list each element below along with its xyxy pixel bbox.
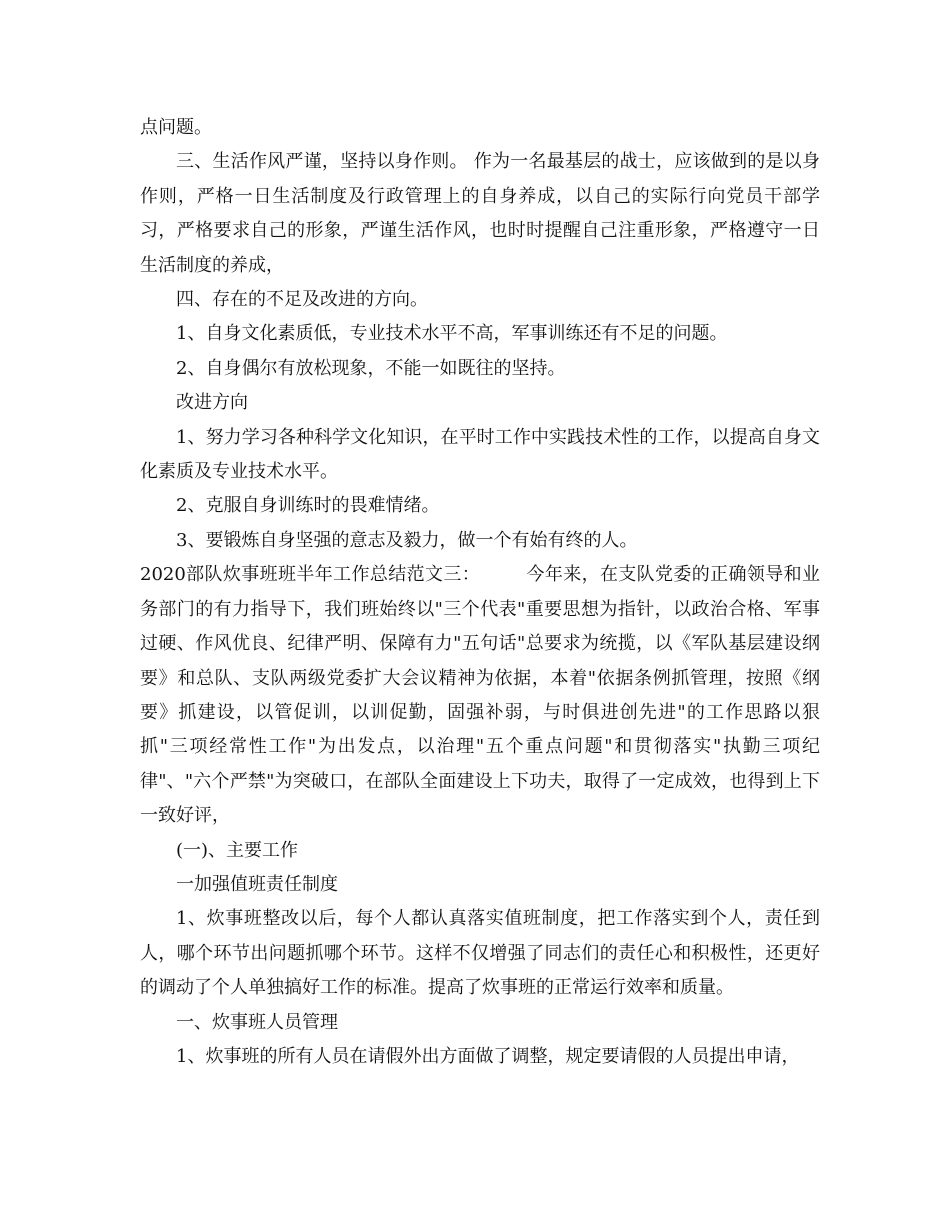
paragraph: 3、要锻炼自身坚强的意志及毅力，做一个有始有终的人。 [176,529,638,551]
paragraph: 一加强值班责任制度 [176,873,338,895]
paragraph: 1、努力学习各种科学文化知识，在平时工作中实践技术性的工作，以提高自身文化素质及专业技术水平。 [140,426,820,483]
paragraph: 1、炊事班整改以后，每个人都认真落实值班制度，把工作落实到个人，责任到人，哪个环节出问题抓哪个环节。这样不仅增强了同志们的责任心和积极性，还更好的调动了个人单独搞好工作的标准。提高了炊事班的正常运行效率和质量。 [140,908,820,999]
paragraph: 1、自身文化素质低，专业技术水平不高，军事训练还有不足的问题。 [176,323,728,345]
paragraph: (一)、主要工作 [176,839,299,861]
paragraph: 一、炊事班人员管理 [176,1011,338,1033]
paragraph: 四、存在的不足及改进的方向。 [176,289,428,311]
paragraph: 改进方向 [176,392,248,414]
document-body [140,111,820,1074]
section-intro: 今年来，在支队党委的正确领导和业务部门的有力指导下，我们班始终以"三个代表"重要思想为指针，以政治合格、军事过硬、作风优良、纪律严明、保障有力"五句话"总要求为统揽，以《军队基层建设纲要》和总队、支队两级党委扩大会议精神为依据，本着"依据条例抓管理，按照《纲要》抓建设，以管促训，以训促勤，固强补弱，与时俱进创先进"的工作思路以狠抓"三项经常性工作"为出发点，以治理"五个重点问题"和贯彻落实"执勤三项纪律"、"六个严禁"为突破口，在部队全面建设上下功夫，取得了一定成效，也得到上下一致好评， [140,564,821,827]
paragraph: 点问题。 [140,117,212,138]
paragraph: 1、炊事班的所有人员在请假外出方面做了调整，规定要请假的人员提出申请， [176,1045,800,1067]
section-heading: 2020部队炊事班班半年工作总结范文三： [140,564,481,586]
paragraph: 2、自身偶尔有放松现象，不能一如既往的坚持。 [176,357,566,379]
section-paragraph [140,558,820,833]
paragraph: 三、生活作风严谨，坚持以身作则。 作为一名最基层的战士，应该做到的是以身作则，严格一日生活制度及行政管理上的自身养成，以自己的实际行向党员干部学习，严格要求自己的形象，严谨生活作风，也时时提醒自己注重形象，严格遵守一日生活制度的养成， [140,151,820,276]
paragraph: 2、克服自身训练时的畏难情绪。 [176,495,440,517]
